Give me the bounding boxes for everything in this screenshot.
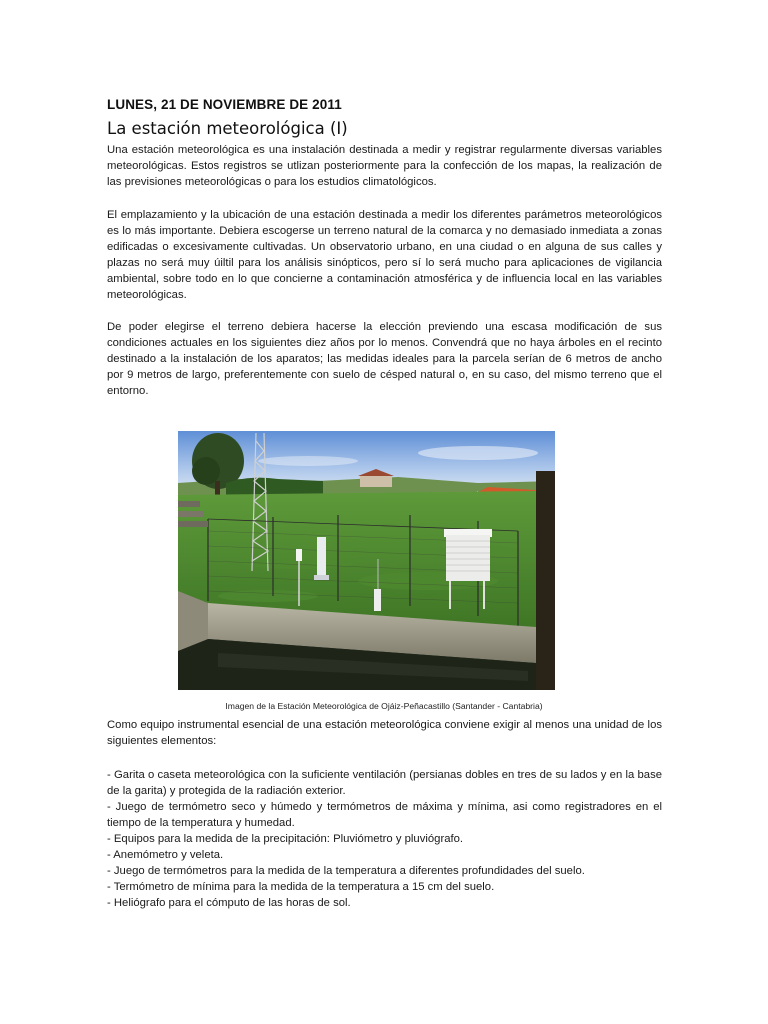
list-item: - Juego de termómetros para la medida de la temperatura a diferentes profundidades del suelo. <box>107 865 585 877</box>
equipment-list <box>107 767 662 911</box>
paragraph-location: El emplazamiento y la ubicación de una estación destinada a medir los diferentes parámetros meteorológicos es lo más importante. Debiera escogerse un terreno natural de la comarca y no demasiado inmediata a zonas edificadas o excesivamente cultivadas. Un observatorio urbano, en una ciudad o en alguna de sus calles y plazas no será muy úiltil para los análisis sinópticos, pero sí lo será mucho para aplicaciones de vigilancia ambiental, sobre todo en lo que concierne a contaminación atmosférica y de influencia local en las variables meteorológicas. <box>107 209 662 301</box>
list-item: - Termómetro de mínima para la medida de la temperatura a 15 cm del suelo. <box>107 881 495 893</box>
figure-caption: Imagen de la Estación Meteorológica de Ojáiz-Peñacastillo (Santander - Cantabria) <box>225 701 543 711</box>
paragraph-equipment-intro: Como equipo instrumental esencial de una estación meteorológica conviene exigir al menos una unidad de los siguientes elementos: <box>107 719 662 747</box>
list-item: - Garita o caseta meteorológica con la suficiente ventilación (persianas dobles en tres de su lados y en la base de la garita) y protegida de la radiación exterior. <box>107 769 662 797</box>
post-title: La estación meteorológica (I) <box>107 119 348 138</box>
weather-station-photo <box>178 431 555 690</box>
post-date: LUNES, 21 DE NOVIEMBRE DE 2011 <box>107 97 342 112</box>
paragraph-terrain: De poder elegirse el terreno debiera hacerse la elección previendo una escasa modificación de sus condiciones actuales en los siguientes diez años por lo menos. Convendrá que no haya árboles en el recinto destinado a la instalación de los aparatos; las medidas ideales para la parcela serían de 6 metros de ancho por 9 metros de largo, preferentemente con suelo de césped natural o, en su caso, del mismo terreno que el entorno. <box>107 321 662 397</box>
list-item: - Heliógrafo para el cómputo de las horas de sol. <box>107 897 351 909</box>
paragraph-intro: Una estación meteorológica es una instalación destinada a medir y registrar regularmente diversas variables meteorológicas. Estos registros se utlizan posteriormente para la confección de los mapas, la realización de las previsiones meteorológicas o para los estudios climatológicos. <box>107 144 662 188</box>
list-item: - Juego de termómetro seco y húmedo y termómetros de máxima y mínima, asi como registradores en el tiempo de la temperatura y humedad. <box>107 801 662 829</box>
list-item: - Anemómetro y veleta. <box>107 849 224 861</box>
list-item: - Equipos para la medida de la precipitación: Pluviómetro y pluviógrafo. <box>107 833 464 845</box>
